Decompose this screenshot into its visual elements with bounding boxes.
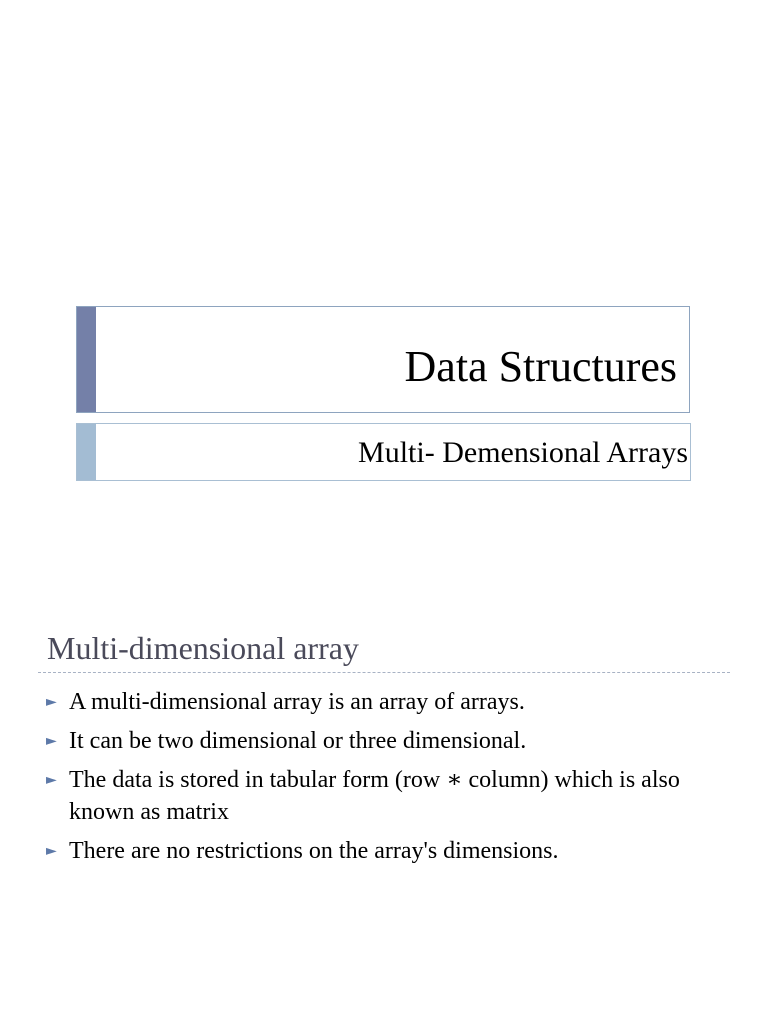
heading-divider (38, 672, 730, 673)
triangle-bullet-icon: ► (46, 772, 57, 788)
triangle-bullet-icon: ► (46, 694, 57, 710)
bullet-text: It can be two dimensional or three dimensional. (69, 728, 527, 754)
slide-title: Data Structures (404, 342, 677, 391)
bullet-item (45, 725, 725, 757)
triangle-bullet-icon: ► (46, 843, 57, 859)
bullet-item (45, 686, 725, 718)
bullet-text: There are no restrictions on the array's dimensions. (69, 838, 559, 864)
section-heading: Multi-dimensional array (47, 630, 359, 666)
subtitle-accent-bar (77, 424, 96, 480)
title-box (76, 306, 690, 413)
bullet-text: A multi-dimensional array is an array of arrays. (69, 689, 525, 715)
subtitle-box (76, 423, 691, 481)
bullet-list (45, 686, 725, 874)
bullet-item (45, 835, 725, 867)
title-accent-bar (77, 307, 96, 412)
slide-subtitle: Multi- Demensional Arrays (358, 436, 688, 469)
bullet-text: The data is stored in tabular form (row ∗ column) which is also known as matrix (69, 767, 680, 825)
bullet-item (45, 764, 725, 828)
triangle-bullet-icon: ► (46, 733, 57, 749)
